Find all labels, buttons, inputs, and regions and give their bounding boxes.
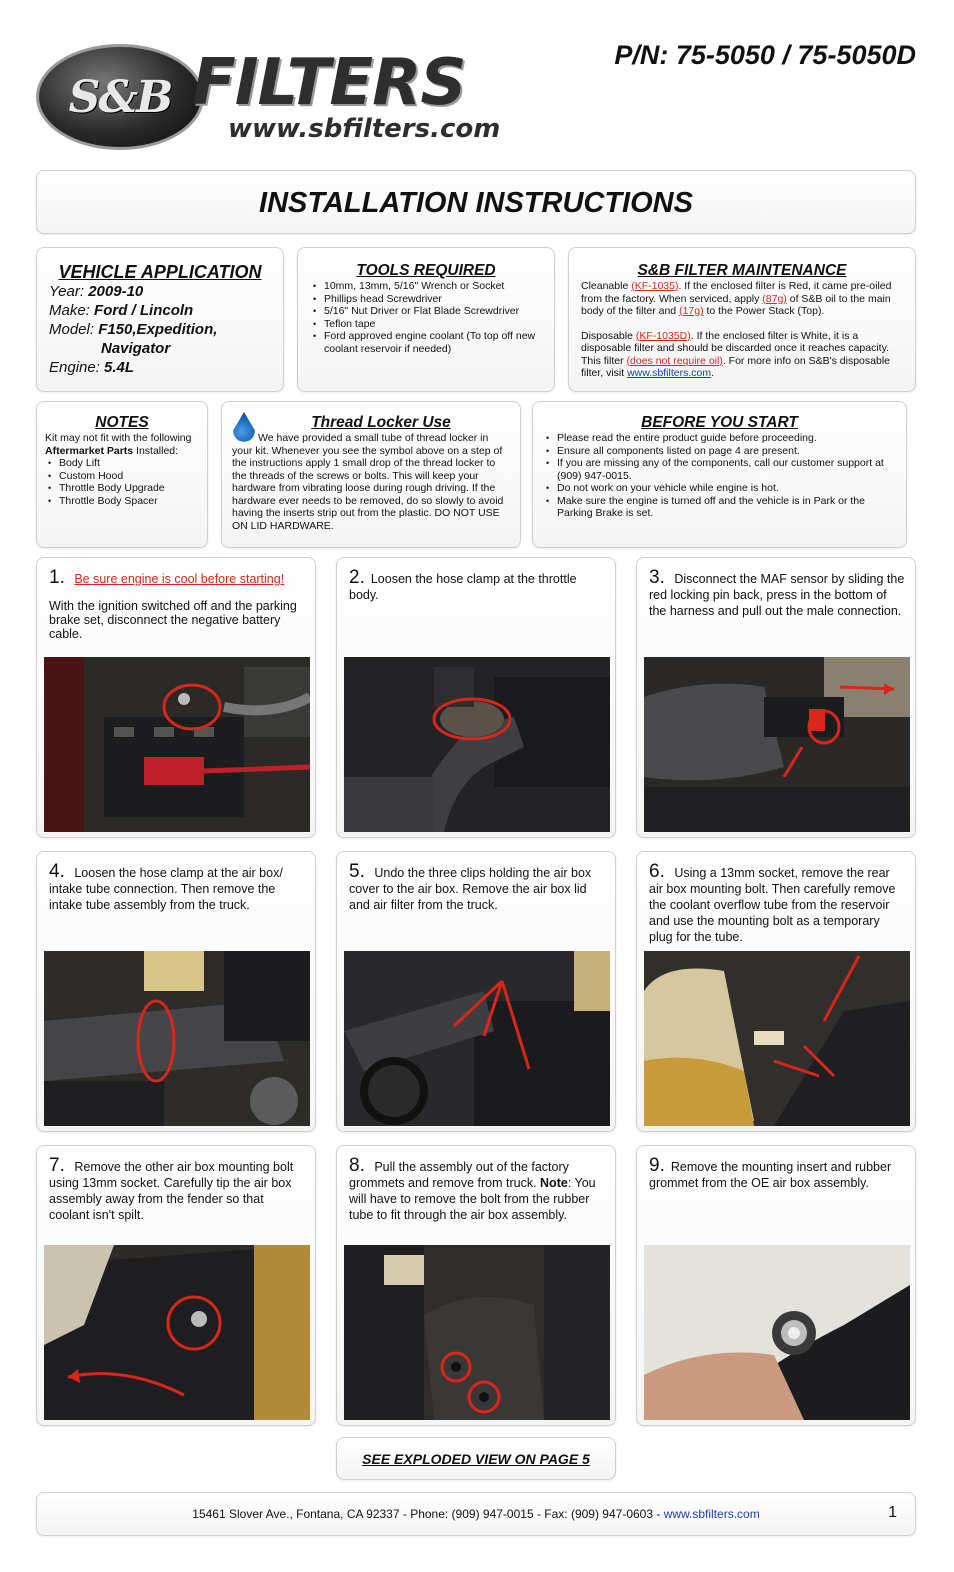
before-item: • If you are missing any of the components, call our customer support at (909) 947-0015.: [543, 457, 896, 482]
engine-value: 5.4L: [104, 359, 135, 376]
step-2-text: Loosen the hose clamp at the throttle body.: [349, 572, 577, 602]
step-8-heading: [349, 1155, 605, 1223]
before-you-start-panel: [532, 401, 907, 548]
maint-text: . For more info on S&B's disposable filter, visit: [581, 354, 890, 379]
before-heading: BEFORE YOU START: [641, 414, 798, 431]
vehicle-model-row: [49, 320, 271, 339]
page-title: INSTALLATION INSTRUCTIONS: [259, 187, 693, 219]
logo-url-text: www.sbfilters.com: [228, 114, 501, 144]
step-5-photo-air-box-clips: [344, 951, 610, 1126]
tools-heading: TOOLS REQUIRED: [356, 262, 496, 279]
notes-intro-text: Kit may not fit with the following: [45, 432, 192, 444]
engine-label: Engine:: [49, 359, 100, 376]
step-number: 6.: [649, 861, 665, 882]
step-4-photo-intake-tube: [44, 951, 310, 1126]
thread-locker-heading: Thread Locker Use: [311, 414, 451, 431]
step-2-card: [336, 557, 616, 838]
oil-amount-stack: (17g): [679, 305, 704, 317]
tool-item: • 10mm, 13mm, 5/16" Wrench or Socket: [310, 280, 542, 293]
step-9-photo-mounting-insert: [644, 1245, 910, 1420]
exploded-view-panel: [336, 1437, 616, 1480]
step-8-note-label: Note: [540, 1176, 568, 1190]
vehicle-engine-row: [49, 358, 271, 377]
footer-address-text: 15461 Slover Ave., Fontana, CA 92337 - Phone: (909) 947-0015 - Fax: (909) 947-0603 -: [192, 1507, 664, 1521]
step-3-text: Disconnect the MAF sensor by sliding the red locking pin back, press in the bottom of the harness and pull out the male connection.: [649, 572, 905, 618]
logo-emblem-text: S&B: [68, 71, 172, 123]
step-4-card: [36, 851, 316, 1132]
step-9-heading: [649, 1155, 905, 1191]
notes-intro-text-2: Installed:: [133, 444, 179, 457]
vehicle-make-row: [49, 301, 271, 320]
before-item: • Do not work on your vehicle while engine is hot.: [543, 482, 896, 495]
maint-text: to the Power Stack (Top).: [703, 305, 825, 317]
exploded-view-link: SEE EXPLODED VIEW ON PAGE 5: [362, 1451, 590, 1467]
step-3-card: [636, 557, 916, 838]
vehicle-model-row-2: [49, 339, 271, 358]
step-3-photo-maf-sensor: [644, 657, 910, 832]
step-number: 9.: [649, 1155, 665, 1176]
oil-amount-main: (87g): [762, 292, 787, 305]
title-panel: [36, 170, 916, 234]
filter-maintenance-panel: [568, 247, 916, 392]
step-number: 5.: [349, 861, 365, 882]
no-oil-note: (does not require oil): [626, 354, 723, 367]
notes-item: • Custom Hood: [45, 470, 199, 483]
maintenance-heading: S&B FILTER MAINTENANCE: [637, 262, 847, 279]
tool-item: • Teflon tape: [310, 318, 542, 331]
step-9-text: Remove the mounting insert and rubber grommet from the OE air box assembly.: [649, 1160, 892, 1190]
vehicle-application-panel: [36, 247, 284, 392]
notes-panel: [36, 401, 208, 548]
step-6-text: Using a 13mm socket, remove the rear air box mounting bolt. Then carefully remove the coolant overflow tube from the reservoir and use the mounting bolt as a temporary plug for the tube.: [649, 866, 896, 944]
before-list: [543, 432, 896, 520]
tool-item: • Phillips head Screwdriver: [310, 293, 542, 306]
step-8-text-a: Pull the assembly out of the factory grommets and remove from truck.: [349, 1160, 569, 1190]
step-7-card: [36, 1145, 316, 1426]
step-4-heading: [49, 861, 305, 913]
step-8-photo-grommets: [344, 1245, 610, 1420]
year-value: 2009-10: [88, 283, 144, 300]
step-number: 7.: [49, 1155, 65, 1176]
step-8-text-b: : You will have to remove the bolt from the rubber tube to fit through the air box assembly.: [349, 1176, 596, 1222]
logo-brand-text: FILTERS: [192, 46, 466, 120]
model-label: Model:: [49, 321, 95, 338]
maint-text: Disposable: [581, 329, 636, 342]
step-6-photo-coolant-reservoir: [644, 951, 910, 1126]
vehicle-heading: VEHICLE APPLICATION: [58, 262, 262, 282]
notes-item: • Throttle Body Spacer: [45, 495, 199, 508]
step-number: 1.: [49, 567, 65, 588]
footer-address: [37, 1507, 915, 1521]
model-value: F150,Expedition,: [98, 321, 218, 338]
thread-locker-text: We have provided a small tube of thread locker in your kit. Whenever you see the symbol above on a step of the instructions apply 1 small drop of the thread locker to the threads of the screws or bolts. This will keep your hardware from vibrating loose during rough driving. If the hardware ever needs to be removed, do so slowly to avoid having the inserts strip out from the plastic. DO NOT USE ON LID HARDWARE.: [232, 432, 504, 532]
maint-text: . If the enclosed filter is White, it is a disposable filter and should be discarded once it reaches capacity. This filter: [581, 329, 889, 367]
step-7-text: Remove the other air box mounting bolt using 13mm socket. Carefully tip the air box assembly away from the fender so that coolant isn't spilt.: [49, 1160, 294, 1222]
vehicle-year-row: [49, 282, 271, 301]
step-7-heading: [49, 1155, 305, 1223]
maint-text: .: [711, 367, 715, 379]
notes-heading: NOTES: [95, 414, 149, 431]
before-item: • Please read the entire product guide before proceeding.: [543, 432, 896, 445]
cleanable-part-link[interactable]: (KF-1035): [631, 280, 679, 292]
footer: [36, 1492, 916, 1536]
maint-text: . If the enclosed filter is Red, it came pre-oiled from the factory. When serviced, apply: [581, 280, 892, 305]
part-number: P/N: 75-5050 / 75-5050D: [614, 40, 916, 70]
tools-list: [310, 280, 542, 355]
step-5-text: Undo the three clips holding the air box cover to the air box. Remove the air box lid and air filter from the truck.: [349, 866, 592, 912]
step-1-text: With the ignition switched off and the parking brake set, disconnect the negative battery cable.: [49, 599, 297, 641]
notes-list: [45, 457, 199, 507]
maint-text: Cleanable: [581, 280, 632, 292]
step-5-heading: [349, 861, 605, 913]
sbfilters-link[interactable]: www.sbfilters.com: [627, 367, 712, 379]
step-3-heading: [649, 567, 905, 619]
tool-item: • 5/16" Nut Driver or Flat Blade Screwdriver: [310, 305, 542, 318]
step-2-photo-throttle-body: [344, 657, 610, 832]
step-2-heading: [349, 567, 605, 603]
step-6-card: [636, 851, 916, 1132]
step-number: 2.: [349, 567, 365, 588]
maintenance-cleanable-paragraph: [581, 280, 903, 318]
before-item: • Ensure all components listed on page 4 are present.: [543, 445, 896, 458]
step-9-card: [636, 1145, 916, 1426]
make-label: Make:: [49, 302, 90, 319]
step-5-card: [336, 851, 616, 1132]
page-number: 1: [888, 1504, 897, 1521]
step-1-warning: Be sure engine is cool before starting!: [74, 572, 285, 586]
year-label: Year:: [49, 283, 85, 300]
maint-text: of S&B oil to the main body of the filter and: [581, 292, 891, 317]
step-number: 4.: [49, 861, 65, 882]
step-number: 8.: [349, 1155, 365, 1176]
step-number: 3.: [649, 567, 665, 588]
step-7-photo-mounting-bolt: [44, 1245, 310, 1420]
step-8-card: [336, 1145, 616, 1426]
make-value: Ford / Lincoln: [94, 302, 194, 319]
maintenance-disposable-paragraph: [581, 330, 903, 380]
step-1-card: [36, 557, 316, 838]
before-item: • Make sure the engine is turned off and the vehicle is in Park or the Parking Brake is set.: [543, 495, 896, 520]
logo-emblem: [36, 44, 204, 150]
notes-intro: [45, 432, 199, 457]
disposable-part-link[interactable]: (KF-1035D): [635, 329, 691, 342]
notes-item: • Body Lift: [45, 457, 199, 470]
notes-item: • Throttle Body Upgrade: [45, 482, 199, 495]
tool-item: • Ford approved engine coolant (To top off new coolant reservoir if needed): [310, 330, 542, 355]
step-4-text: Loosen the hose clamp at the air box/ intake tube connection. Then remove the intake tube assembly from the truck.: [49, 866, 283, 912]
step-1-photo-battery: [44, 657, 310, 832]
model-value-2: Navigator: [101, 340, 171, 357]
footer-url-link[interactable]: www.sbfilters.com: [663, 1507, 760, 1521]
step-6-heading: [649, 861, 905, 945]
step-1-heading: [49, 567, 305, 588]
sb-filters-logo: [36, 40, 516, 152]
notes-bold-label: Aftermarket Parts: [45, 444, 134, 457]
tools-required-panel: [297, 247, 555, 392]
thread-locker-panel: [221, 401, 521, 548]
